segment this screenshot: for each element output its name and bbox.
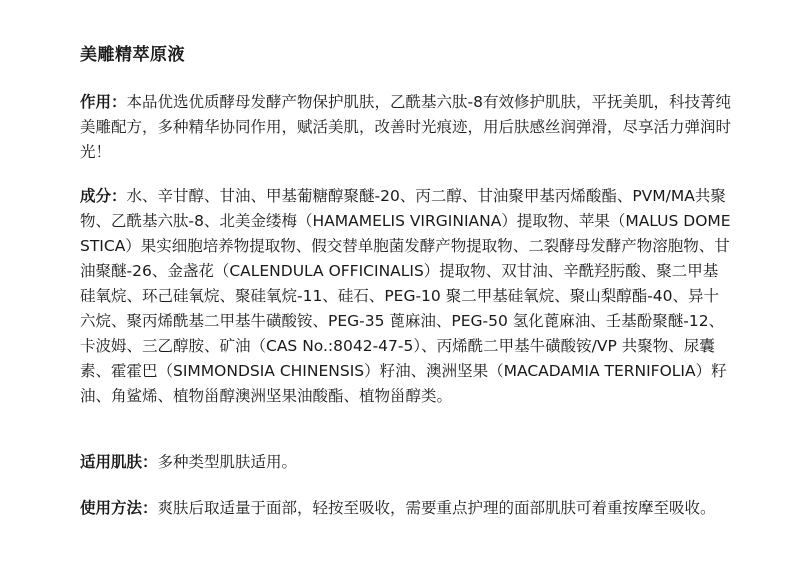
section-skin-type-label: 适用肌肤：: [80, 453, 158, 471]
section-usage-label: 作用：: [80, 93, 127, 111]
section-usage-text: 本品优选优质酵母发酵产物保护肌肤，乙酰基六肽-8有效修护肌肤，平抚美肌，科技菁纯美雕配方，多种精华协同作用，赋活美肌，改善时光痕迹，用后肤感丝润弹滑，尽享活力弹润时光！: [80, 93, 732, 161]
section-ingredients-label: 成分：: [80, 187, 127, 205]
product-title: 美雕精萃原液: [80, 45, 185, 65]
section-usage: [80, 90, 732, 165]
section-method-text: 爽肤后取适量于面部，轻按至吸收，需要重点护理的面部肌肤可着重按摩至吸收。: [157, 499, 716, 517]
section-ingredients-text: 水、辛甘醇、甘油、甲基葡糖醇聚醚-20、丙二醇、甘油聚甲基丙烯酸酯、PVM/MA共聚物、乙酰基六肽-8、北美金缕梅（HAMAMELIS VIRGINIANA）提取物、苹果（MALUS DOMESTICA）果实细胞培养物提取物、假交替单胞菌发酵产物提取物、二裂酵母发酵产物溶胞物、甘油聚醚-26、金盏花（CALENDULA OFFICINALIS）提取物、双甘油、辛酰羟肟酸、聚二甲基硅氧烷、环己硅氧烷、聚硅氧烷-11、硅石、PEG-10 聚二甲基硅氧烷、聚山梨醇酯-40、异十六烷、聚丙烯酰基二甲基牛磺酸铵、PEG-35 蓖麻油、PEG-50 氢化蓖麻油、壬基酚聚醚-12、卡波姆、三乙醇胺、矿油（CAS No.:8042-47-5）、丙烯酰二甲基牛磺酸铵/VP 共聚物、尿囊素、霍霍巴（SIMMONDSIA CHINENSIS）籽油、澳洲坚果（MACADAMIA TERNIFOLIA）籽油、角鲨烯、植物甾醇澳洲坚果油酸酯、植物甾醇类。: [80, 187, 731, 405]
section-method-label: 使用方法：: [80, 499, 158, 517]
section-ingredients: [80, 184, 732, 409]
section-skin-type-text: 多种类型肌肤适用。: [157, 453, 298, 471]
section-skin-type: [80, 450, 732, 475]
section-method: [80, 496, 732, 521]
